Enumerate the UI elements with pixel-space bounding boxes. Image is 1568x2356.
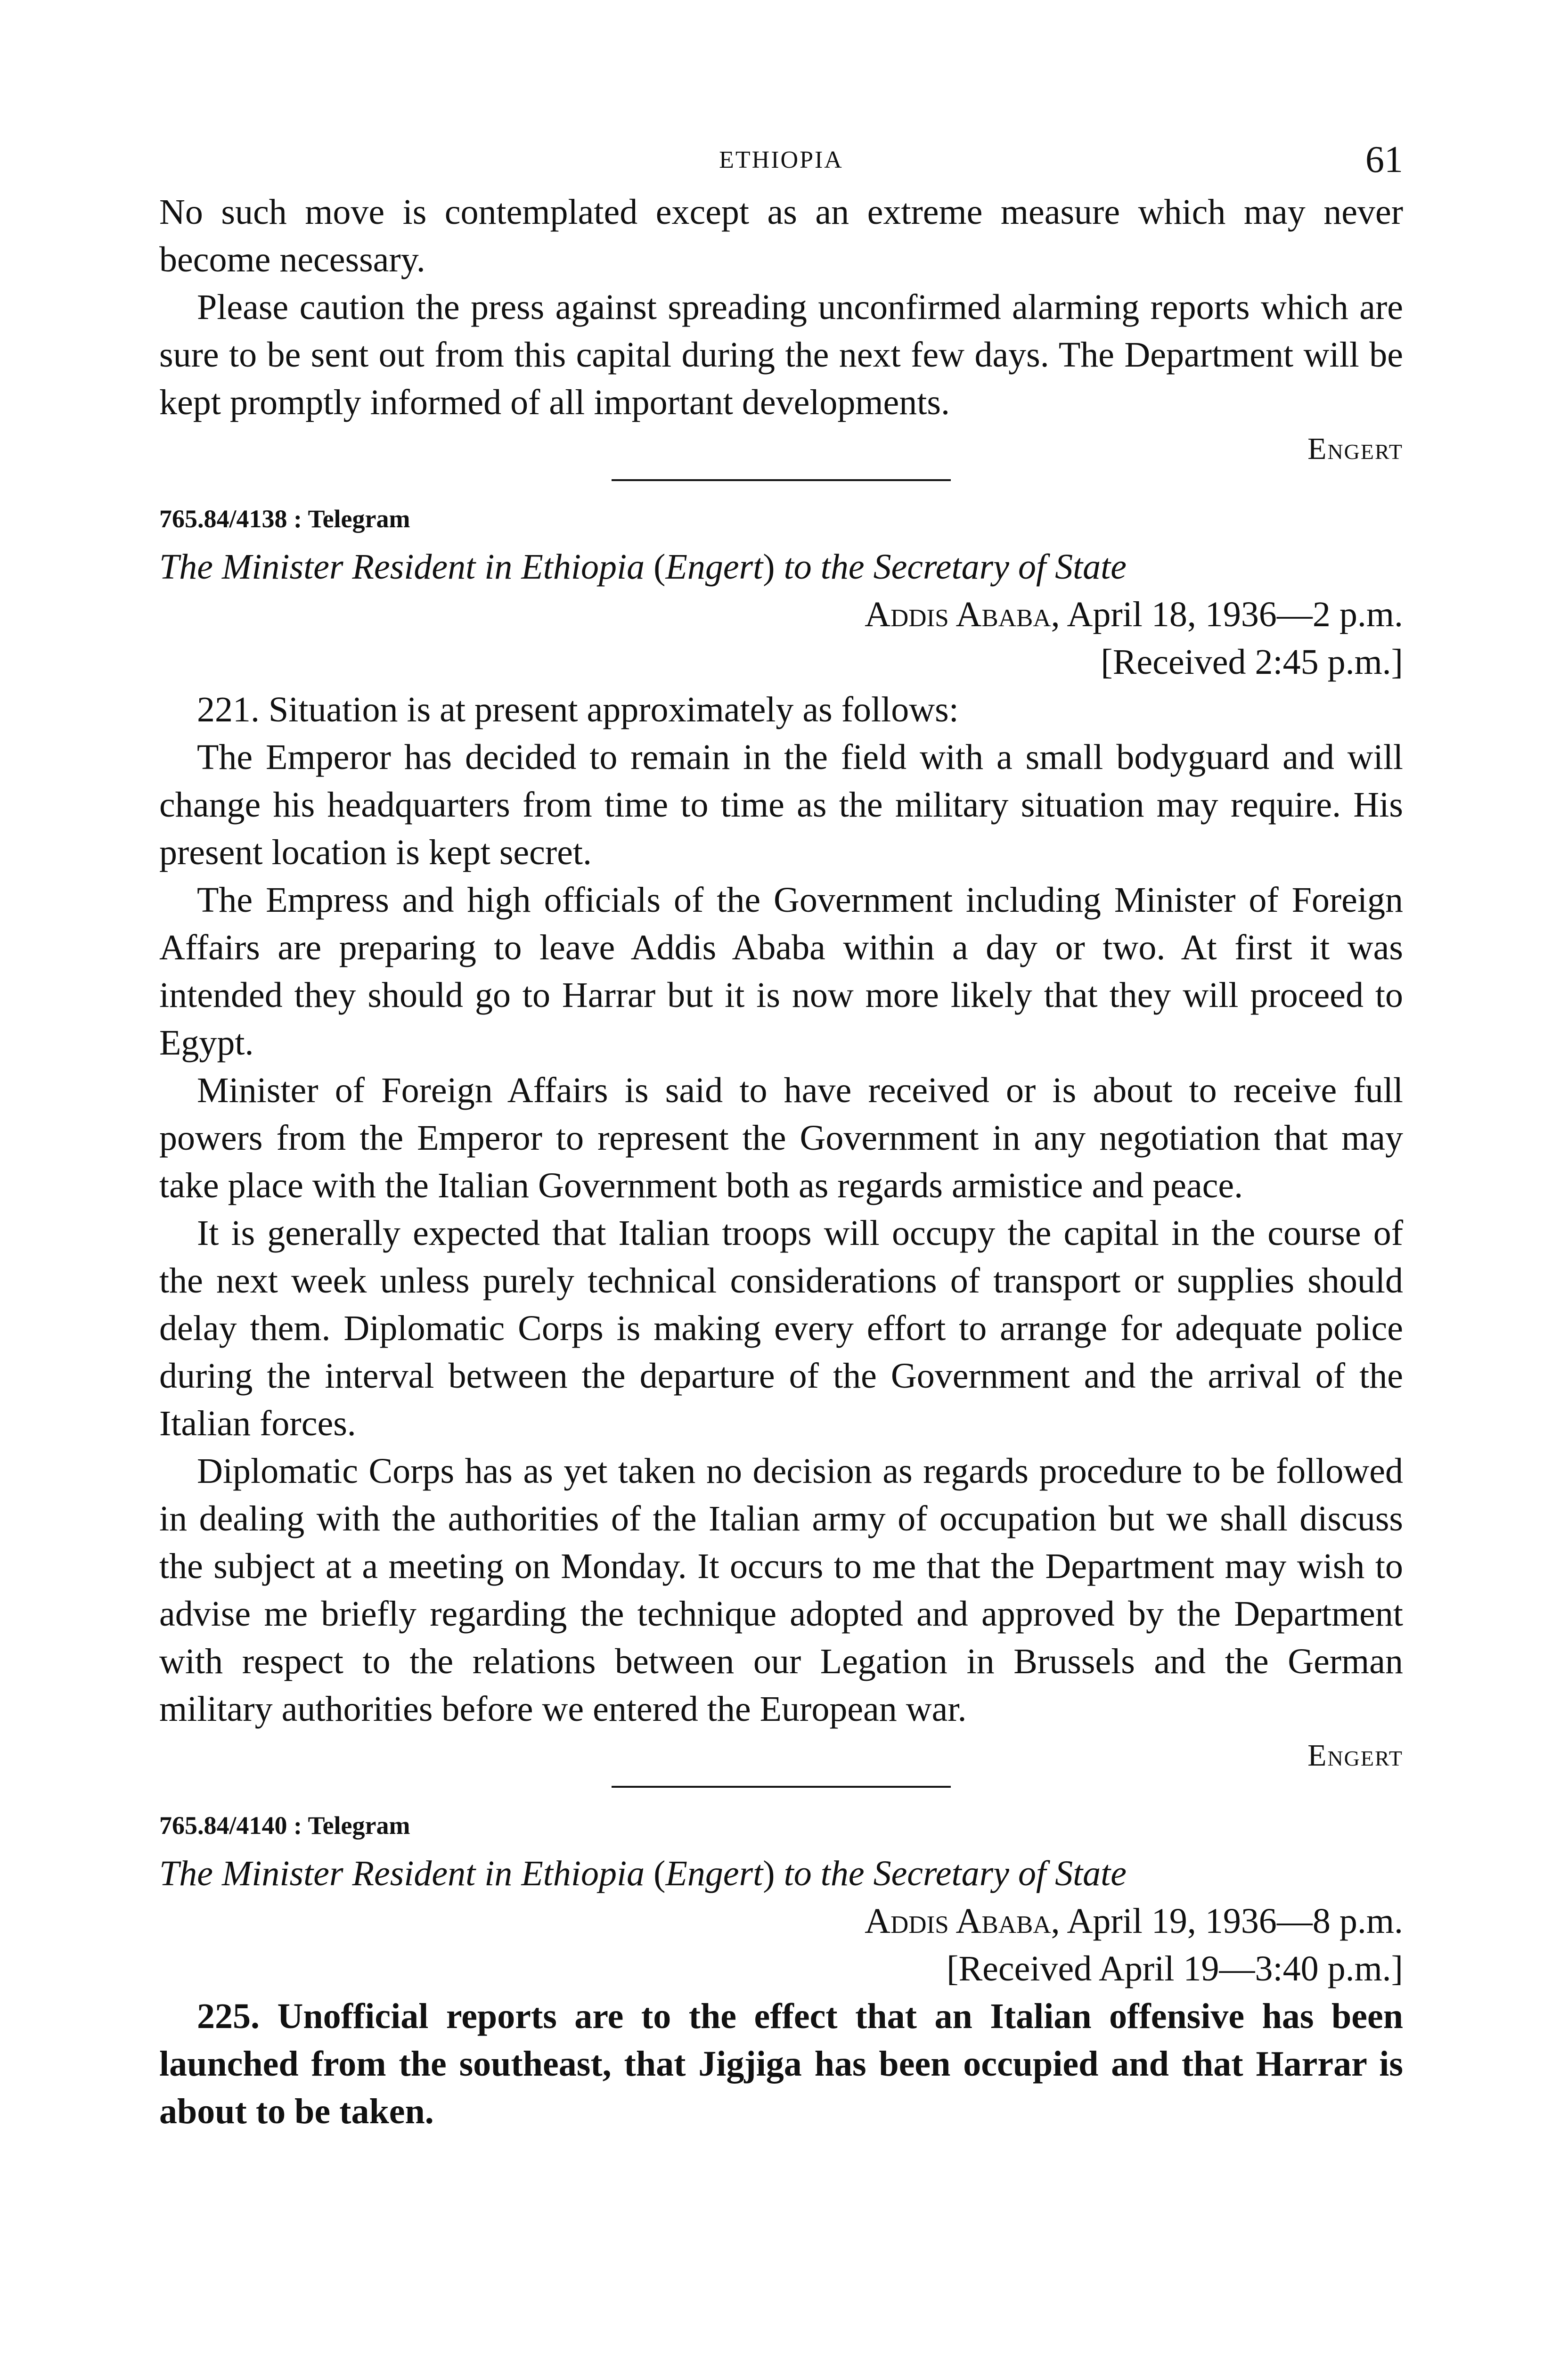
date: April 19, 1936—8 p.m. — [1067, 1901, 1403, 1941]
received-line: [Received April 19—3:40 p.m.] — [947, 1949, 1403, 1988]
running-head-title: ETHIOPIA — [719, 147, 843, 173]
telegram-heading — [159, 1850, 1403, 1898]
sender: The Minister Resident in Ethiopia — [159, 547, 645, 587]
paragraph: No such move is contemplated except as an extreme measure which may never become necessary. — [159, 192, 1403, 279]
paragraph: 225. Unofficial reports are to the effect that an Italian offensive has been launched from the southeast, that Jigjiga has been occupied and that Harrar is about to be taken. — [159, 1996, 1403, 2131]
place: Addis Ababa, — [865, 1901, 1060, 1941]
dateline — [159, 591, 1403, 638]
paragraph: Please caution the press against spreading unconfirmed alarming reports which are sure to be sent out from this capital during the next few days. The Department will be kept promptly informed of all important developments. — [159, 287, 1403, 422]
continuation-section — [159, 188, 1403, 472]
file-reference: 765.84/4138 : Telegram — [159, 505, 410, 533]
paragraph: 221. Situation is at present approximately as follows: — [197, 690, 959, 729]
signature: Engert — [1307, 1738, 1403, 1773]
paragraph: The Empress and high officials of the Government including Minister of Foreign Affairs are preparing to leave Addis Ababa within a day or two. At first it was intended they should go to Harrar but it is now more likely that they will proceed to Egypt. — [159, 880, 1403, 1063]
sender-name: Engert — [665, 547, 763, 587]
paren-close: ) — [763, 547, 775, 587]
signature: Engert — [1307, 432, 1403, 466]
telegram-heading — [159, 543, 1403, 591]
received-line: [Received 2:45 p.m.] — [1101, 642, 1403, 682]
section-divider — [612, 1786, 951, 1788]
telegram-4140 — [159, 1807, 1403, 2135]
sender: The Minister Resident in Ethiopia — [159, 1854, 645, 1893]
document-page — [159, 141, 1403, 2135]
paren-close: ) — [763, 1854, 775, 1893]
paragraph: The Emperor has decided to remain in the field with a small bodyguard and will change his headquarters from time to time as the military situation may require. His present location is kept secret. — [159, 737, 1403, 872]
paren-open: ( — [653, 1854, 666, 1893]
section-divider — [612, 479, 951, 481]
date: April 18, 1936—2 p.m. — [1067, 595, 1403, 634]
telegram-4138 — [159, 500, 1403, 1778]
paragraph: Minister of Foreign Affairs is said to have received or is about to receive full powers from the Emperor to represent the Government in any negotiation that may take place with the Italian Government both as regards armistice and peace. — [159, 1071, 1403, 1205]
paragraph: Diplomatic Corps has as yet taken no decision as regards procedure to be followed in dealing with the authorities of the Italian army of occupation but we shall discuss the subject at a meeting on Monday. It occurs to me that the Department may wish to advise me briefly regarding the technique adopted and approved by the Department with respect to the relations between our Legation in Brussels and the German military authorities before we entered the European war. — [159, 1451, 1403, 1729]
running-head — [159, 141, 1403, 188]
recipient: to the Secretary of State — [784, 547, 1127, 587]
dateline — [159, 1898, 1403, 1945]
file-reference: 765.84/4140 : Telegram — [159, 1811, 410, 1840]
sender-name: Engert — [665, 1854, 763, 1893]
page-number: 61 — [1365, 139, 1403, 180]
place: Addis Ababa, — [865, 595, 1060, 634]
paren-open: ( — [653, 547, 666, 587]
paragraph: It is generally expected that Italian troops will occupy the capital in the course of the next week unless purely technical considerations of transport or supplies should delay them. Diplomatic Corps is making every effort to arrange for adequate police during the interval between the departure of the Government and the arrival of the Italian forces. — [159, 1213, 1403, 1443]
recipient: to the Secretary of State — [784, 1854, 1127, 1893]
